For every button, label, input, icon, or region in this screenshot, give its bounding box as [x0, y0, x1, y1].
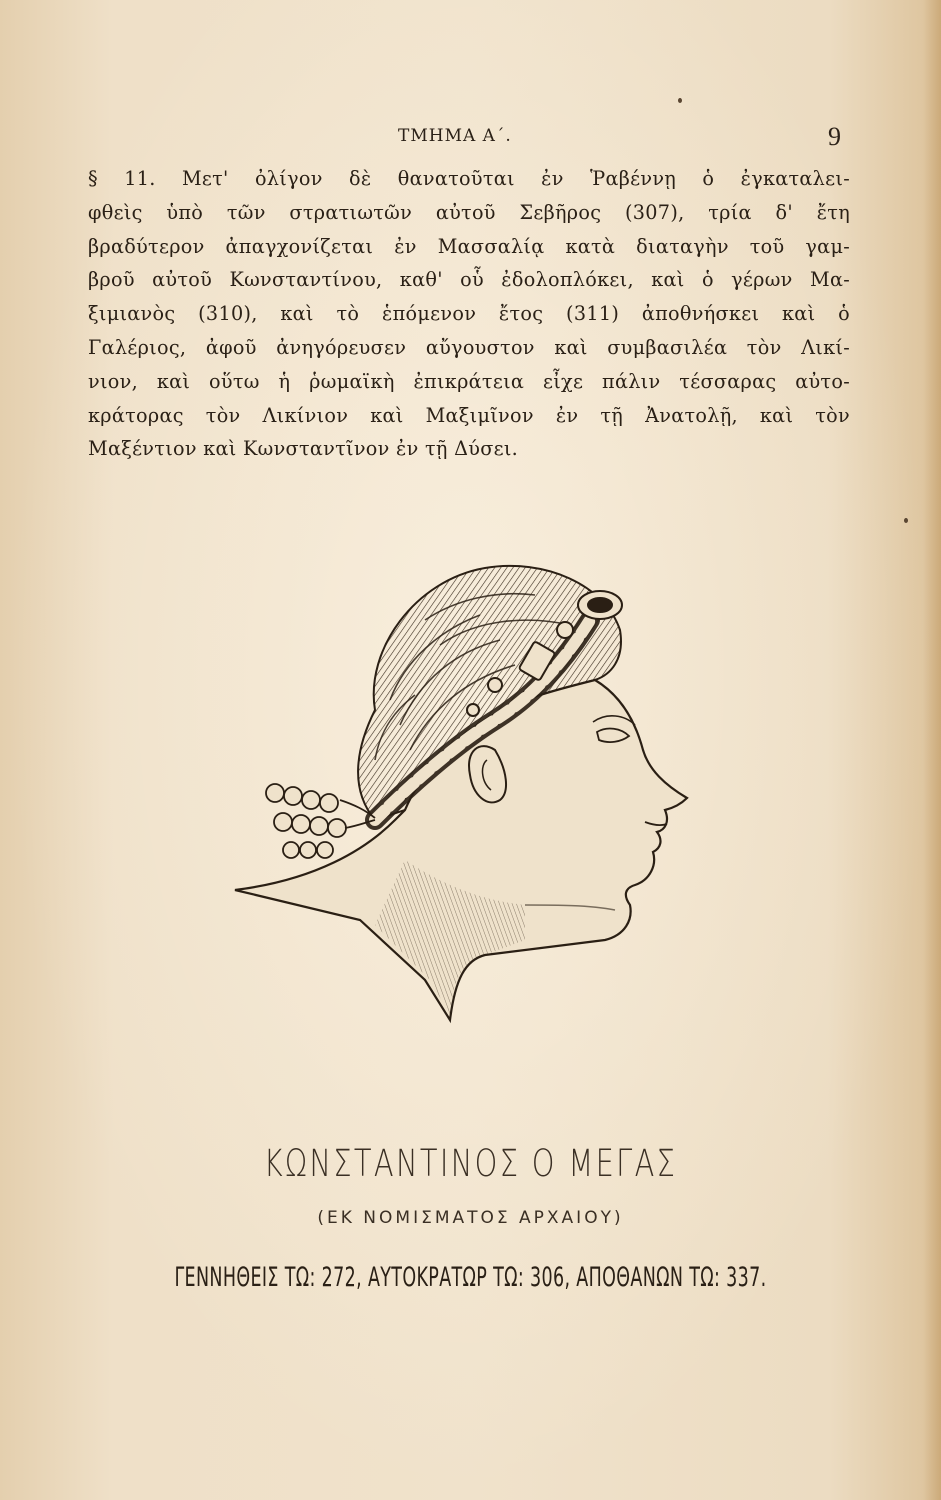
page-header: [0, 122, 941, 154]
bead-strands: [266, 784, 375, 858]
ink-speck: [678, 98, 682, 103]
text-line: βροῦ αὐτοῦ Κωνσταντίνου, καθ' οὗ ἐδολοπλόκει, καὶ ὁ γέρων Μα-: [88, 268, 850, 292]
text-line: Μαξέντιον καὶ Κωνσταντῖνον ἐν τῇ Δύσει.: [88, 437, 519, 461]
text-line: ξιμιανὸς (310), καὶ τὸ ἑπόμενον ἔτος (311) ἀποθνήσκει καὶ ὁ: [88, 302, 850, 326]
paragraph-section-11: [88, 162, 850, 466]
page-number: 9: [828, 122, 841, 151]
constantine-portrait-engraving: [225, 560, 705, 1050]
portrait-caption-subtitle: (ΕΚ ΝΟΜΙΣΜΑΤΟΣ ΑΡΧΑΙΟΥ): [317, 1208, 624, 1228]
text-line: νιον, καὶ οὕτω ἡ ῥωμαϊκὴ ἐπικράτεια εἶχε πάλιν τέσσαρας αὐτο-: [88, 369, 850, 393]
text-line: Γαλέριος, ἀφοῦ ἀνηγόρευσεν αὔγουστον καὶ συμβασιλέα τὸν Λικί-: [88, 335, 850, 359]
text-line: βραδύτερον ἀπαγχονίζεται ἐν Μασσαλίᾳ κατὰ διαταγὴν τοῦ γαμ-: [88, 234, 850, 258]
ink-speck: [904, 518, 908, 523]
running-head: ΤΜΗΜΑ Α΄.: [398, 126, 512, 146]
text-line: § 11. Μετ' ὀλίγον δὲ θανατοῦται ἐν Ῥαβέννῃ ὁ ἐγκαταλει-: [88, 167, 850, 190]
text-line: κράτορας τὸν Λικίνιον καὶ Μαξιμῖνον ἐν τῇ Ἀνατολῇ, καὶ τὸν: [88, 403, 850, 427]
portrait-caption-title: ΚΩΝΣΤΑΝΤΙΝΟΣ Ο ΜΕΓΑΣ: [263, 1142, 678, 1185]
portrait-caption-dates: ΓΕΝΝΗΘΕΙΣ ΤΩ: 272, ΑΥΤΟΚΡΑΤΩΡ ΤΩ: 306, ΑΠΟΘΑΝΩΝ ΤΩ: 337.: [174, 1262, 767, 1293]
text-line: φθεὶς ὑπὸ τῶν στρατιωτῶν αὐτοῦ Σεβῆρος (307), τρία δ' ἔτη: [88, 200, 850, 224]
